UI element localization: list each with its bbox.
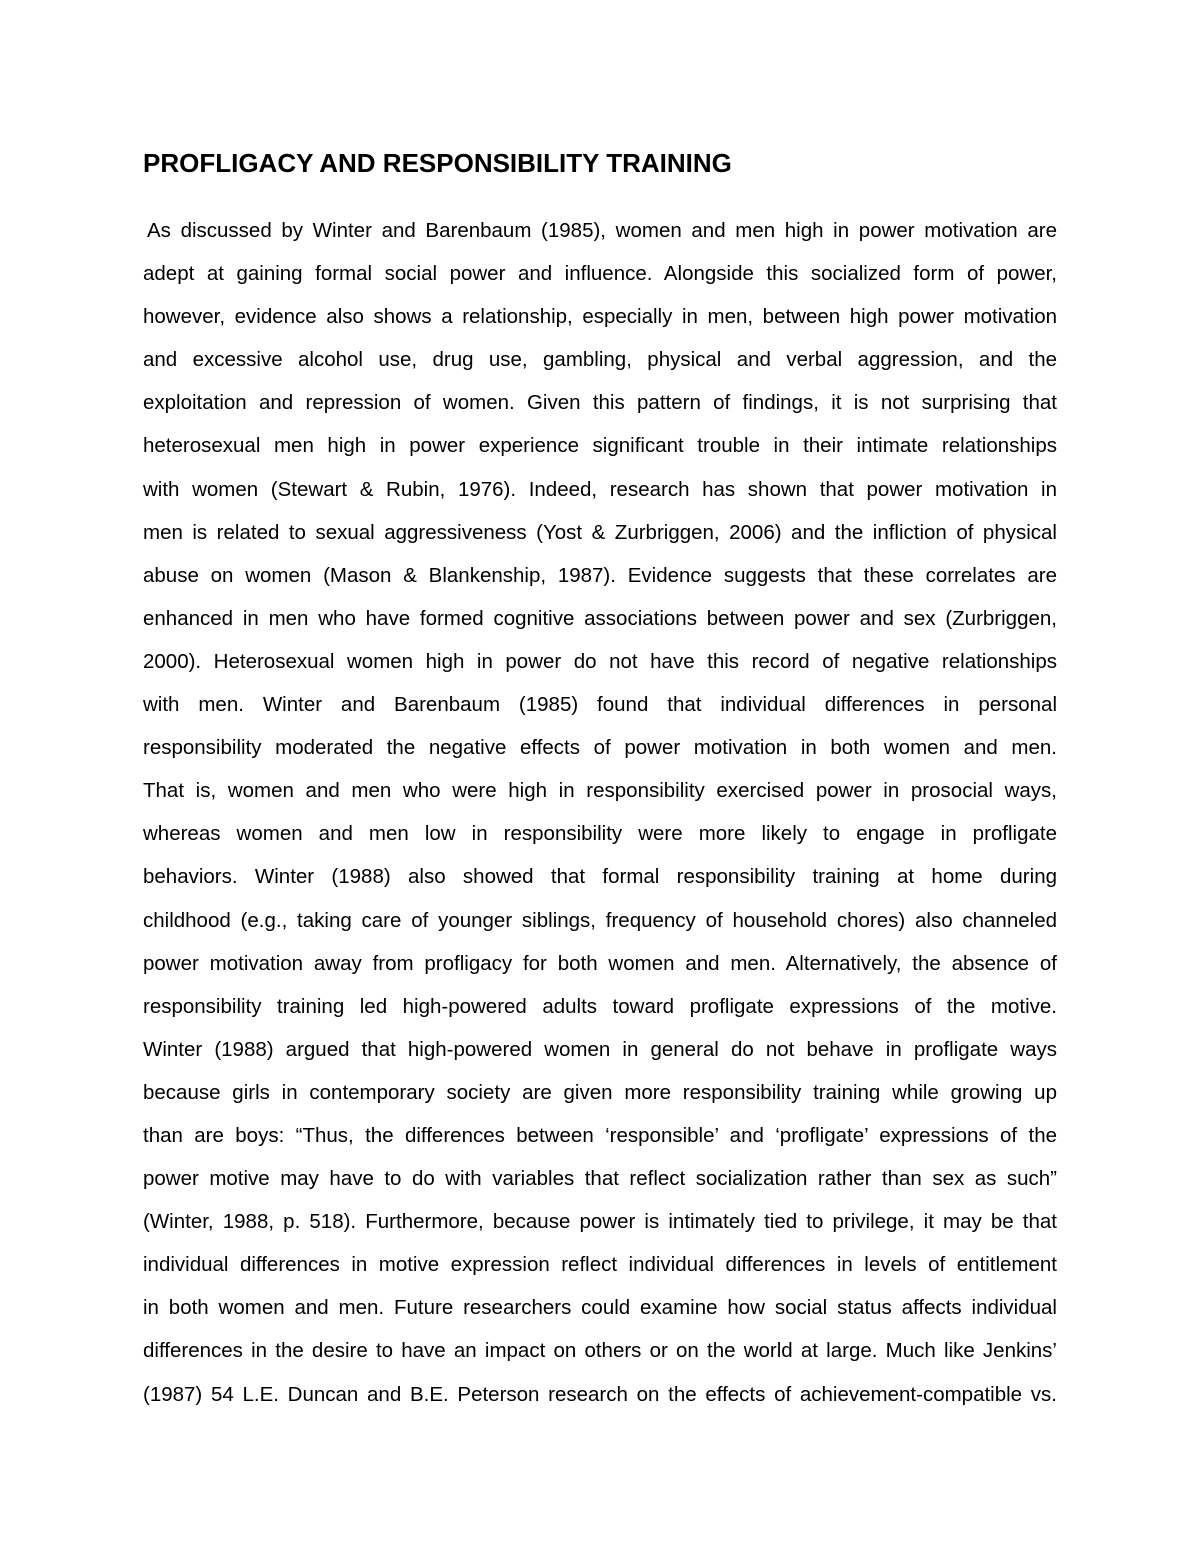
- paragraph-line-10: enhanced in men who have formed cognitive associations between power and sex (Zurbriggen,: [143, 606, 1057, 630]
- paragraph-line-12: with men. Winter and Barenbaum (1985) found that individual differences in personal: [143, 693, 1057, 717]
- paragraph-line-5: exploitation and repression of women. Given this pattern of findings, it is not surprising that: [143, 391, 1057, 415]
- paragraph-line-7: with women (Stewart & Rubin, 1976). Indeed, research has shown that power motivation in: [143, 477, 1057, 501]
- paragraph-line-18: power motivation away from profligacy for both women and men. Alternatively, the absence of: [143, 951, 1057, 975]
- paragraph-line-2: adept at gaining formal social power and influence. Alongside this socialized form of power,: [143, 262, 1057, 286]
- paragraph-line-19: responsibility training led high-powered adults toward profligate expressions of the motive.: [143, 994, 1057, 1018]
- paragraph-line-16: behaviors. Winter (1988) also showed that formal responsibility training at home during: [143, 865, 1057, 889]
- paragraph-line-1: As discussed by Winter and Barenbaum (1985), women and men high in power motivation are: [147, 219, 1057, 242]
- body-paragraph: [143, 212, 1057, 1419]
- paragraph-line-3: however, evidence also shows a relationship, especially in men, between high power motivation: [143, 305, 1057, 329]
- paragraph-line-4: and excessive alcohol use, drug use, gambling, physical and verbal aggression, and the: [143, 348, 1057, 372]
- document-title: PROFLIGACY AND RESPONSIBILITY TRAINING: [143, 148, 732, 178]
- paragraph-line-24: (Winter, 1988, p. 518). Furthermore, because power is intimately tied to privilege, it may be that: [143, 1210, 1057, 1234]
- paragraph-line-9: abuse on women (Mason & Blankenship, 1987). Evidence suggests that these correlates are: [143, 563, 1057, 587]
- paragraph-line-13: responsibility moderated the negative effects of power motivation in both women and men.: [143, 736, 1057, 760]
- paragraph-line-11: 2000). Heterosexual women high in power do not have this record of negative relationships: [143, 649, 1057, 673]
- paragraph-line-21: because girls in contemporary society are given more responsibility training while growing up: [143, 1080, 1057, 1104]
- paragraph-line-26: in both women and men. Future researchers could examine how social status affects individual: [143, 1296, 1057, 1320]
- paragraph-line-8: men is related to sexual aggressiveness (Yost & Zurbriggen, 2006) and the infliction of physical: [143, 520, 1057, 544]
- paragraph-line-17: childhood (e.g., taking care of younger siblings, frequency of household chores) also channeled: [143, 908, 1057, 932]
- paragraph-line-6: heterosexual men high in power experience significant trouble in their intimate relationships: [143, 434, 1057, 458]
- paragraph-line-25: individual differences in motive expression reflect individual differences in levels of entitlement: [143, 1253, 1057, 1277]
- paragraph-line-27: differences in the desire to have an impact on others or on the world at large. Much like Jenkins’: [143, 1339, 1057, 1363]
- paragraph-line-23: power motive may have to do with variables that reflect socialization rather than sex as such”: [143, 1167, 1057, 1191]
- paragraph-line-20: Winter (1988) argued that high-powered women in general do not behave in profligate ways: [143, 1037, 1057, 1061]
- paragraph-line-28: (1987) 54 L.E. Duncan and B.E. Peterson research on the effects of achievement-compatible vs.: [143, 1382, 1057, 1406]
- paragraph-line-22: than are boys: “Thus, the differences between ‘responsible’ and ‘profligate’ expressions of the: [143, 1123, 1057, 1147]
- paragraph-line-15: whereas women and men low in responsibility were more likely to engage in profligate: [143, 822, 1057, 846]
- paragraph-line-14: That is, women and men who were high in responsibility exercised power in prosocial ways,: [143, 779, 1057, 803]
